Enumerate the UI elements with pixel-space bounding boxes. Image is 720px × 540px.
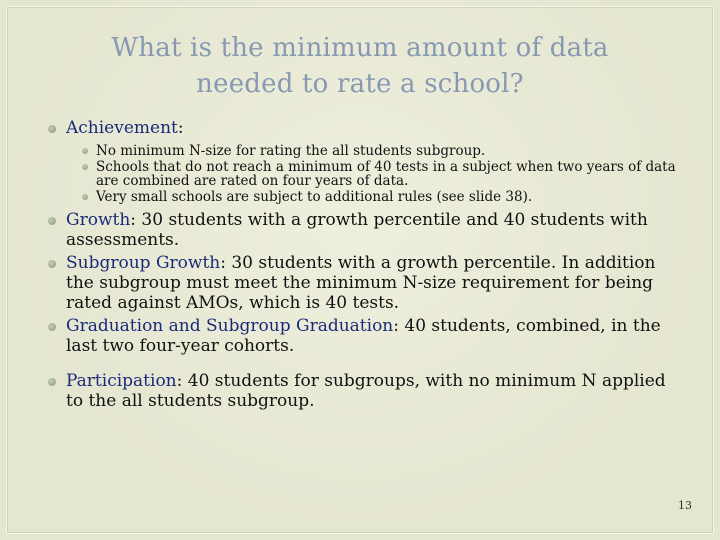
sub-bullet-text: Very small schools are subject to additional rules (see slide 38). [96,188,533,205]
bullet-dot-icon [82,148,88,154]
bullet-dot-icon [82,194,88,200]
bullet-text: : 40 students, combined, in the last two four-year cohorts. [66,316,661,356]
bullet-graduation [48,316,684,356]
sub-bullet-item [66,160,684,189]
bullet-growth [48,210,684,250]
bullet-label: Subgroup Growth [66,253,221,273]
bullet-text: : [177,118,184,138]
bullet-dot-icon [48,323,56,331]
bullet-achievement [48,118,684,204]
bullet-dot-icon [48,125,56,133]
bullet-label: Achievement [66,118,178,138]
bullet-label: Graduation and Subgroup Graduation [66,316,394,336]
bullet-dot-icon [82,164,88,170]
bullet-dot-icon [48,378,56,386]
sub-bullet-item [66,144,684,159]
sub-bullet-item [66,190,684,205]
page-number: 13 [678,499,692,512]
bullet-text: : 30 students with a growth percentile. In addition the subgroup must meet the minimum N-size requirement for being rated against AMOs, which is 40 tests. [66,253,656,313]
slide-content [48,118,684,414]
bullet-subgroup-growth [48,253,684,313]
spacer [48,359,684,371]
bullet-text: : 30 students with a growth percentile and 40 students with assessments. [66,210,648,250]
sub-bullet-text: Schools that do not reach a minimum of 40 tests in a subject when two years of data are combined are rated on four years of data. [96,158,676,189]
bullet-dot-icon [48,260,56,268]
bullet-label: Growth [66,210,131,230]
slide-title: What is the minimum amount of data needed to rate a school? [111,33,609,99]
bullet-label: Participation [66,371,177,391]
bullet-participation [48,371,684,411]
bullet-dot-icon [48,217,56,225]
bullet-text: : 40 students for subgroups, with no minimum N applied to the all students subgroup. [66,371,666,411]
sub-bullet-list [66,144,684,204]
sub-bullet-text: No minimum N-size for rating the all students subgroup. [96,143,486,159]
